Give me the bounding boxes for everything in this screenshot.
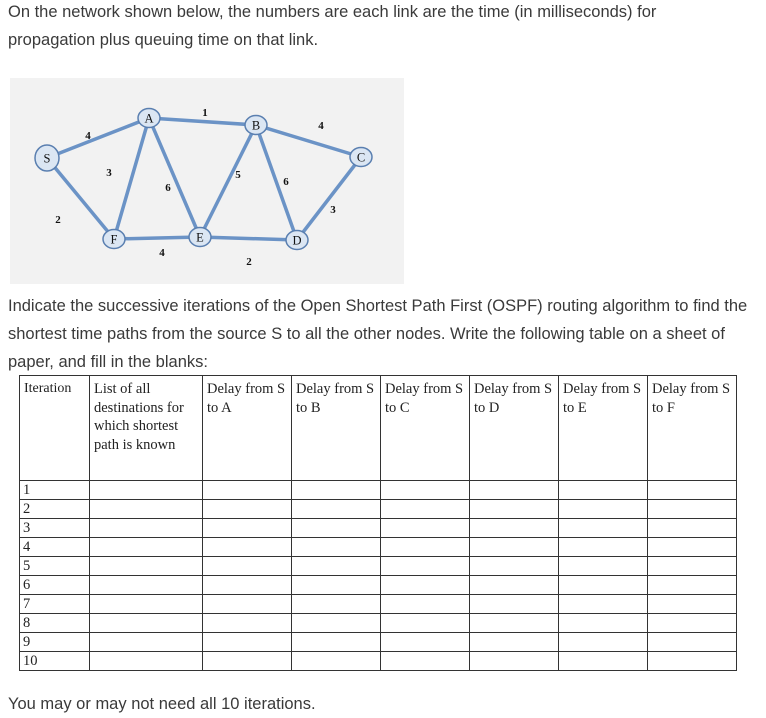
blank-cell[interactable] (292, 519, 381, 538)
blank-cell[interactable] (648, 576, 737, 595)
node-d (286, 231, 308, 250)
node-label: D (292, 233, 302, 248)
iteration-number: 3 (20, 519, 90, 538)
blank-cell[interactable] (203, 538, 292, 557)
iteration-number: 1 (20, 481, 90, 500)
table-row (20, 500, 737, 519)
link-weight: 5 (235, 169, 241, 181)
header-delay-e: Delay from S to E (559, 376, 648, 481)
iteration-number: 10 (20, 652, 90, 671)
blank-cell[interactable] (203, 481, 292, 500)
node-label: S (43, 151, 51, 166)
blank-cell[interactable] (381, 633, 470, 652)
blank-cell[interactable] (292, 652, 381, 671)
blank-cell[interactable] (292, 576, 381, 595)
blank-cell[interactable] (559, 538, 648, 557)
blank-cell[interactable] (203, 557, 292, 576)
node-label: E (196, 230, 204, 245)
blank-cell[interactable] (470, 557, 559, 576)
header-delay-a: Delay from S to A (203, 376, 292, 481)
blank-cell[interactable] (90, 633, 203, 652)
blank-cell[interactable] (381, 538, 470, 557)
link-weight: 2 (55, 214, 61, 226)
blank-cell[interactable] (648, 557, 737, 576)
blank-cell[interactable] (90, 614, 203, 633)
link-weight: 6 (165, 182, 171, 194)
table-row (20, 652, 737, 671)
blank-cell[interactable] (90, 576, 203, 595)
blank-cell[interactable] (90, 595, 203, 614)
blank-cell[interactable] (470, 500, 559, 519)
link-weight: 2 (246, 256, 252, 268)
blank-cell[interactable] (559, 576, 648, 595)
iteration-number: 4 (20, 538, 90, 557)
blank-cell[interactable] (90, 519, 203, 538)
iteration-number: 6 (20, 576, 90, 595)
blank-cell[interactable] (292, 557, 381, 576)
table-row (20, 481, 737, 500)
footer-note: You may or may not need all 10 iterations. (8, 695, 316, 713)
node-label: F (110, 232, 118, 247)
blank-cell[interactable] (292, 614, 381, 633)
blank-cell[interactable] (559, 595, 648, 614)
table-row (20, 595, 737, 614)
table-row (20, 614, 737, 633)
node-label: C (356, 150, 366, 165)
table-row (20, 576, 737, 595)
network-graph (10, 78, 404, 284)
blank-cell[interactable] (90, 652, 203, 671)
link-f-e (114, 237, 200, 239)
blank-cell[interactable] (559, 500, 648, 519)
blank-cell[interactable] (470, 519, 559, 538)
blank-cell[interactable] (90, 500, 203, 519)
blank-cell[interactable] (90, 481, 203, 500)
blank-cell[interactable] (90, 557, 203, 576)
intro-text: On the network shown below, the numbers are each link are the time (in milliseconds) for propagation plus queuing time on that link. (8, 3, 657, 49)
blank-cell[interactable] (292, 500, 381, 519)
blank-cell[interactable] (470, 652, 559, 671)
blank-cell[interactable] (292, 538, 381, 557)
header-delay-d: Delay from S to D (470, 376, 559, 481)
blank-cell[interactable] (559, 614, 648, 633)
blank-cell[interactable] (381, 481, 470, 500)
node-c (350, 148, 372, 167)
link-a-f (114, 118, 149, 239)
blank-cell[interactable] (292, 481, 381, 500)
blank-cell[interactable] (559, 633, 648, 652)
header-iteration: Iteration (20, 376, 90, 481)
iteration-number: 9 (20, 633, 90, 652)
blank-cell[interactable] (381, 652, 470, 671)
blank-cell[interactable] (203, 500, 292, 519)
node-label: B (251, 118, 261, 133)
blank-cell[interactable] (203, 614, 292, 633)
ospf-iteration-table (19, 375, 737, 671)
blank-cell[interactable] (90, 538, 203, 557)
blank-cell[interactable] (203, 652, 292, 671)
node-e (189, 228, 211, 247)
blank-cell[interactable] (203, 519, 292, 538)
blank-cell[interactable] (203, 595, 292, 614)
blank-cell[interactable] (559, 481, 648, 500)
blank-cell[interactable] (559, 652, 648, 671)
link-e-d (200, 237, 297, 240)
blank-cell[interactable] (470, 481, 559, 500)
network-diagram (10, 78, 404, 284)
node-a (138, 109, 160, 128)
blank-cell[interactable] (292, 633, 381, 652)
link-weight: 6 (283, 176, 289, 188)
iteration-number: 7 (20, 595, 90, 614)
blank-cell[interactable] (470, 538, 559, 557)
header-delay-c: Delay from S to C (381, 376, 470, 481)
link-s-a (47, 118, 149, 158)
blank-cell[interactable] (470, 576, 559, 595)
link-weight: 4 (159, 247, 165, 259)
link-a-b (149, 118, 256, 125)
blank-cell[interactable] (381, 614, 470, 633)
blank-cell[interactable] (381, 500, 470, 519)
link-c-d (297, 157, 361, 240)
iteration-number: 2 (20, 500, 90, 519)
table-header-row (20, 376, 737, 481)
link-a-e (149, 118, 200, 237)
iteration-number: 5 (20, 557, 90, 576)
table-row (20, 557, 737, 576)
header-delay-f: Delay from S to F (648, 376, 737, 481)
link-weight: 3 (330, 204, 336, 216)
blank-cell[interactable] (470, 614, 559, 633)
blank-cell[interactable] (648, 519, 737, 538)
blank-cell[interactable] (470, 633, 559, 652)
blank-cell[interactable] (648, 595, 737, 614)
link-s-f (47, 158, 114, 239)
node-label: A (144, 111, 154, 126)
blank-cell[interactable] (648, 481, 737, 500)
blank-cell[interactable] (203, 576, 292, 595)
table-row (20, 519, 737, 538)
blank-cell[interactable] (381, 519, 470, 538)
blank-cell[interactable] (648, 652, 737, 671)
link-b-d (256, 125, 297, 240)
link-weight: 4 (318, 120, 324, 132)
table-row (20, 633, 737, 652)
link-weight: 1 (202, 107, 208, 119)
table-row (20, 538, 737, 557)
blank-cell[interactable] (292, 595, 381, 614)
instructions-text: Indicate the successive iterations of the Open Shortest Path First (OSPF) routing algorithm to find the shortest time paths from the source S to all the other nodes. Write the following table on a sheet of paper, and fill in the blanks: (8, 297, 748, 371)
blank-cell[interactable] (203, 633, 292, 652)
header-known-destinations: List of all destinations for which shortest path is known (90, 376, 203, 481)
blank-cell[interactable] (559, 557, 648, 576)
link-weight: 4 (85, 130, 91, 142)
blank-cell[interactable] (381, 595, 470, 614)
iteration-number: 8 (20, 614, 90, 633)
blank-cell[interactable] (381, 576, 470, 595)
node-f (103, 230, 125, 249)
blank-cell[interactable] (648, 538, 737, 557)
blank-cell[interactable] (648, 614, 737, 633)
node-b (245, 116, 267, 135)
blank-cell[interactable] (648, 633, 737, 652)
link-b-c (256, 125, 361, 157)
blank-cell[interactable] (381, 557, 470, 576)
link-weight: 3 (106, 167, 112, 179)
header-delay-b: Delay from S to B (292, 376, 381, 481)
blank-cell[interactable] (559, 519, 648, 538)
blank-cell[interactable] (648, 500, 737, 519)
link-b-e (200, 125, 256, 237)
node-s (35, 145, 59, 171)
blank-cell[interactable] (470, 595, 559, 614)
